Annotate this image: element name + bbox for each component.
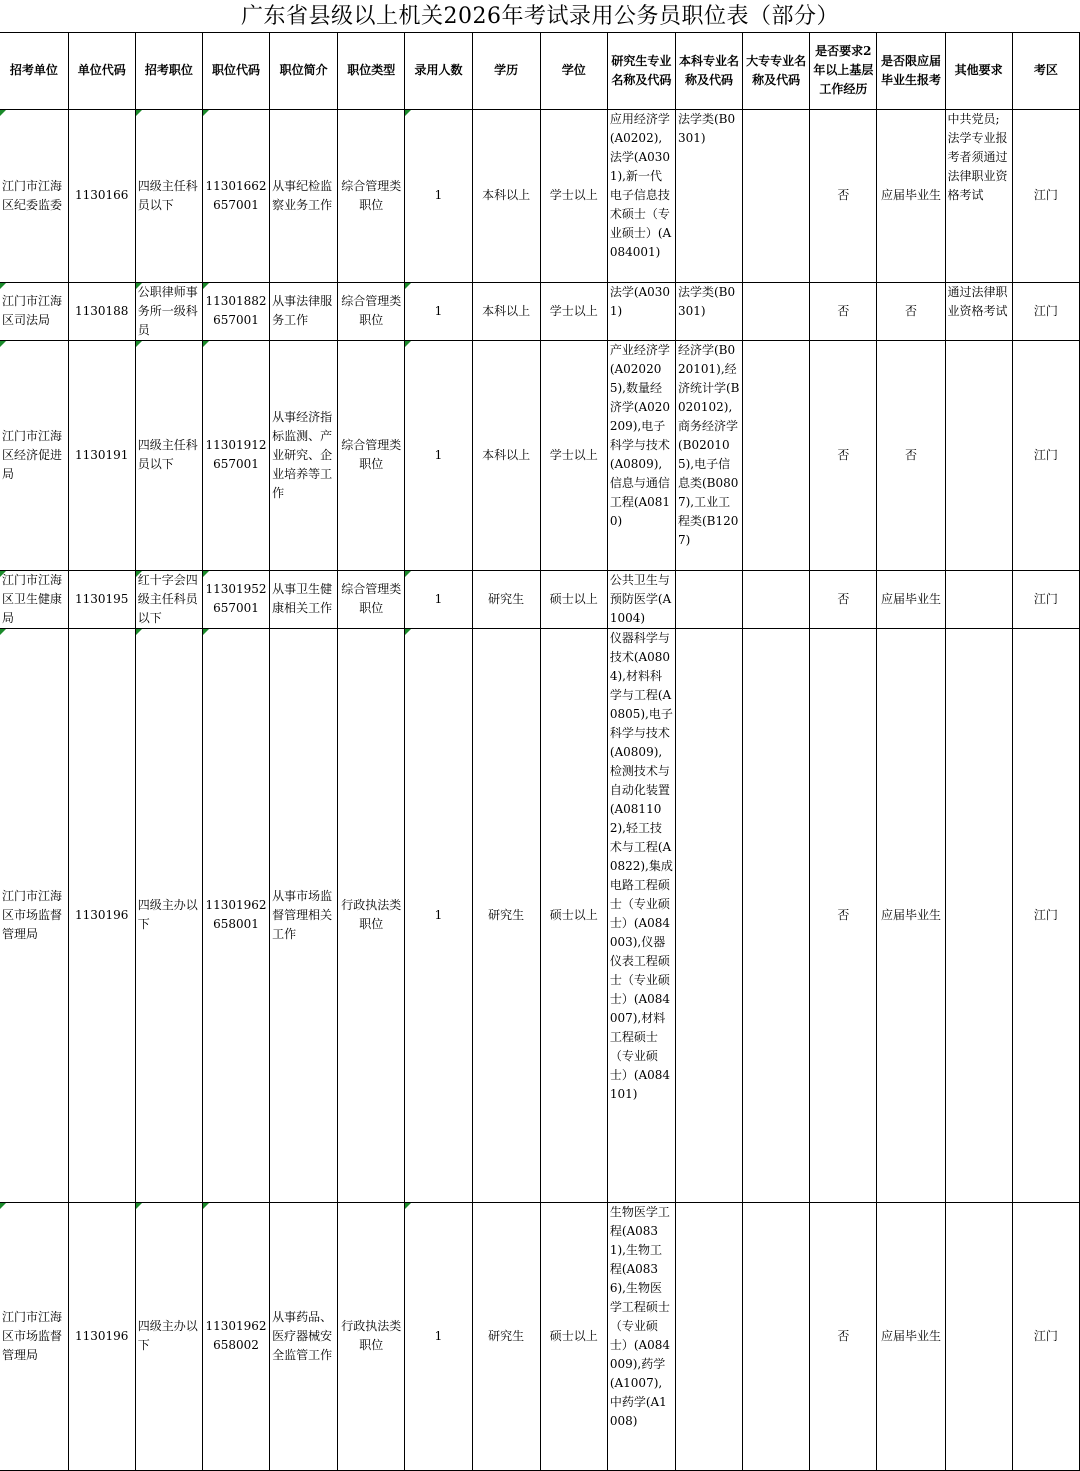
- position-code-cell: 11301962658001: [202, 628, 269, 1202]
- college-major-cell: [743, 282, 810, 340]
- other-cell: 通过法律职业资格考试: [945, 282, 1012, 340]
- undergrad-major-cell: [675, 570, 742, 628]
- grad-major-cell: 产业经济学(A020205),数量经济学(A020209),电子科学与技术(A0809),信息与通信工程(A0810): [607, 340, 675, 570]
- header-type: 职位类型: [338, 33, 405, 109]
- degree-cell: 学士以上: [540, 340, 607, 570]
- unit-cell: 江门市江海区纪委监委: [0, 109, 68, 282]
- grad-major-cell: 法学(A0301): [607, 282, 675, 340]
- page-title: 广东省县级以上机关2026年考试录用公务员职位表（部分）: [0, 0, 1080, 33]
- fresh-grad-cell: 应届毕业生: [877, 628, 945, 1202]
- fresh-grad-cell: 否: [877, 282, 945, 340]
- other-cell: [945, 1202, 1012, 1470]
- position-code-cell: 11301882657001: [202, 282, 269, 340]
- degree-cell: 硕士以上: [540, 1202, 607, 1470]
- grassroots-cell: 否: [810, 109, 877, 282]
- area-cell: 江门: [1012, 1202, 1079, 1470]
- position-cell: 四级主办以下: [135, 1202, 202, 1470]
- undergrad-major-cell: [675, 628, 742, 1202]
- area-cell: 江门: [1012, 282, 1079, 340]
- area-cell: 江门: [1012, 340, 1079, 570]
- unit-code-cell: 1130191: [68, 340, 135, 570]
- other-cell: [945, 340, 1012, 570]
- fresh-grad-cell: 应届毕业生: [877, 109, 945, 282]
- grassroots-cell: 否: [810, 1202, 877, 1470]
- undergrad-major-cell: 法学类(B0301): [675, 282, 742, 340]
- count-cell: 1: [405, 282, 472, 340]
- grassroots-cell: 否: [810, 340, 877, 570]
- table-row: [0, 340, 1080, 570]
- header-degree: 学位: [540, 33, 607, 109]
- fresh-grad-cell: 否: [877, 340, 945, 570]
- education-cell: 研究生: [472, 628, 540, 1202]
- unit-cell: 江门市江海区经济促进局: [0, 340, 68, 570]
- position-code-cell: 11301962658002: [202, 1202, 269, 1470]
- table-row: [0, 282, 1080, 340]
- type-cell: 行政执法类职位: [338, 1202, 405, 1470]
- fresh-grad-cell: 应届毕业生: [877, 1202, 945, 1470]
- unit-cell: 江门市江海区司法局: [0, 282, 68, 340]
- education-cell: 本科以上: [472, 109, 540, 282]
- type-cell: 行政执法类职位: [338, 628, 405, 1202]
- grad-major-cell: 公共卫生与预防医学(A1004): [607, 570, 675, 628]
- grad-major-cell: 仪器科学与技术(A0804),材料科学与工程(A0805),电子科学与技术(A0809),检测技术与自动化装置(A081102),轻工技术与工程(A0822),集成电路工程硕士（专业硕士）(A084003),仪器仪表工程硕士（专业硕士）(A084007),材料工程硕士（专业硕士）(A084101): [607, 628, 675, 1202]
- unit-code-cell: 1130166: [68, 109, 135, 282]
- count-cell: 1: [405, 570, 472, 628]
- header-row: [0, 33, 1080, 109]
- college-major-cell: [743, 570, 810, 628]
- other-cell: 中共党员;法学专业报考者须通过法律职业资格考试: [945, 109, 1012, 282]
- position-cell: 红十字会四级主任科员以下: [135, 570, 202, 628]
- unit-code-cell: 1130188: [68, 282, 135, 340]
- area-cell: 江门: [1012, 628, 1079, 1202]
- area-cell: 江门: [1012, 109, 1079, 282]
- unit-cell: 江门市江海区卫生健康局: [0, 570, 68, 628]
- table-row: [0, 1202, 1080, 1470]
- type-cell: 综合管理类职位: [338, 340, 405, 570]
- table-row: [0, 570, 1080, 628]
- position-code-cell: 11301912657001: [202, 340, 269, 570]
- other-cell: [945, 570, 1012, 628]
- intro-cell: 从事卫生健康相关工作: [270, 570, 338, 628]
- count-cell: 1: [405, 1202, 472, 1470]
- position-cell: 四级主任科员以下: [135, 340, 202, 570]
- header-area: 考区: [1012, 33, 1079, 109]
- intro-cell: 从事市场监督管理相关工作: [270, 628, 338, 1202]
- header-unit: 招考单位: [0, 33, 68, 109]
- position-cell: 公职律师事务所一级科员: [135, 282, 202, 340]
- header-other: 其他要求: [945, 33, 1012, 109]
- position-table: [0, 33, 1080, 1471]
- type-cell: 综合管理类职位: [338, 570, 405, 628]
- unit-code-cell: 1130195: [68, 570, 135, 628]
- count-cell: 1: [405, 109, 472, 282]
- college-major-cell: [743, 340, 810, 570]
- intro-cell: 从事法律服务工作: [270, 282, 338, 340]
- intro-cell: 从事纪检监察业务工作: [270, 109, 338, 282]
- header-grassroots: 是否要求2年以上基层工作经历: [810, 33, 877, 109]
- area-cell: 江门: [1012, 570, 1079, 628]
- unit-code-cell: 1130196: [68, 628, 135, 1202]
- position-cell: 四级主任科员以下: [135, 109, 202, 282]
- grassroots-cell: 否: [810, 282, 877, 340]
- grassroots-cell: 否: [810, 628, 877, 1202]
- table-row: [0, 628, 1080, 1202]
- grad-major-cell: 应用经济学(A0202),法学(A0301),新一代电子信息技术硕士（专业硕士）(A084001): [607, 109, 675, 282]
- grad-major-cell: 生物医学工程(A0831),生物工程(A0836),生物医学工程硕士（专业硕士）(A084009),药学(A1007),中药学(A1008): [607, 1202, 675, 1470]
- other-cell: [945, 628, 1012, 1202]
- header-college-major: 大专专业名称及代码: [743, 33, 810, 109]
- type-cell: 综合管理类职位: [338, 282, 405, 340]
- position-code-cell: 11301952657001: [202, 570, 269, 628]
- undergrad-major-cell: 法学类(B0301): [675, 109, 742, 282]
- header-intro: 职位简介: [270, 33, 338, 109]
- degree-cell: 学士以上: [540, 282, 607, 340]
- intro-cell: 从事经济指标监测、产业研究、企业培养等工作: [270, 340, 338, 570]
- header-position: 招考职位: [135, 33, 202, 109]
- unit-code-cell: 1130196: [68, 1202, 135, 1470]
- college-major-cell: [743, 109, 810, 282]
- undergrad-major-cell: [675, 1202, 742, 1470]
- position-code-cell: 11301662657001: [202, 109, 269, 282]
- header-undergrad-major: 本科专业名称及代码: [675, 33, 742, 109]
- college-major-cell: [743, 1202, 810, 1470]
- undergrad-major-cell: 经济学(B020101),经济统计学(B020102),商务经济学(B020105),电子信息类(B0807),工业工程类(B1207): [675, 340, 742, 570]
- education-cell: 研究生: [472, 570, 540, 628]
- college-major-cell: [743, 628, 810, 1202]
- header-count: 录用人数: [405, 33, 472, 109]
- intro-cell: 从事药品、医疗器械安全监管工作: [270, 1202, 338, 1470]
- unit-cell: 江门市江海区市场监督管理局: [0, 628, 68, 1202]
- header-grad-major: 研究生专业名称及代码: [607, 33, 675, 109]
- degree-cell: 硕士以上: [540, 628, 607, 1202]
- table-row: [0, 109, 1080, 282]
- education-cell: 本科以上: [472, 340, 540, 570]
- education-cell: 研究生: [472, 1202, 540, 1470]
- education-cell: 本科以上: [472, 282, 540, 340]
- header-position-code: 职位代码: [202, 33, 269, 109]
- fresh-grad-cell: 应届毕业生: [877, 570, 945, 628]
- degree-cell: 硕士以上: [540, 570, 607, 628]
- type-cell: 综合管理类职位: [338, 109, 405, 282]
- header-unit-code: 单位代码: [68, 33, 135, 109]
- count-cell: 1: [405, 340, 472, 570]
- position-cell: 四级主办以下: [135, 628, 202, 1202]
- header-fresh-grad: 是否限应届毕业生报考: [877, 33, 945, 109]
- degree-cell: 学士以上: [540, 109, 607, 282]
- unit-cell: 江门市江海区市场监督管理局: [0, 1202, 68, 1470]
- grassroots-cell: 否: [810, 570, 877, 628]
- header-education: 学历: [472, 33, 540, 109]
- count-cell: 1: [405, 628, 472, 1202]
